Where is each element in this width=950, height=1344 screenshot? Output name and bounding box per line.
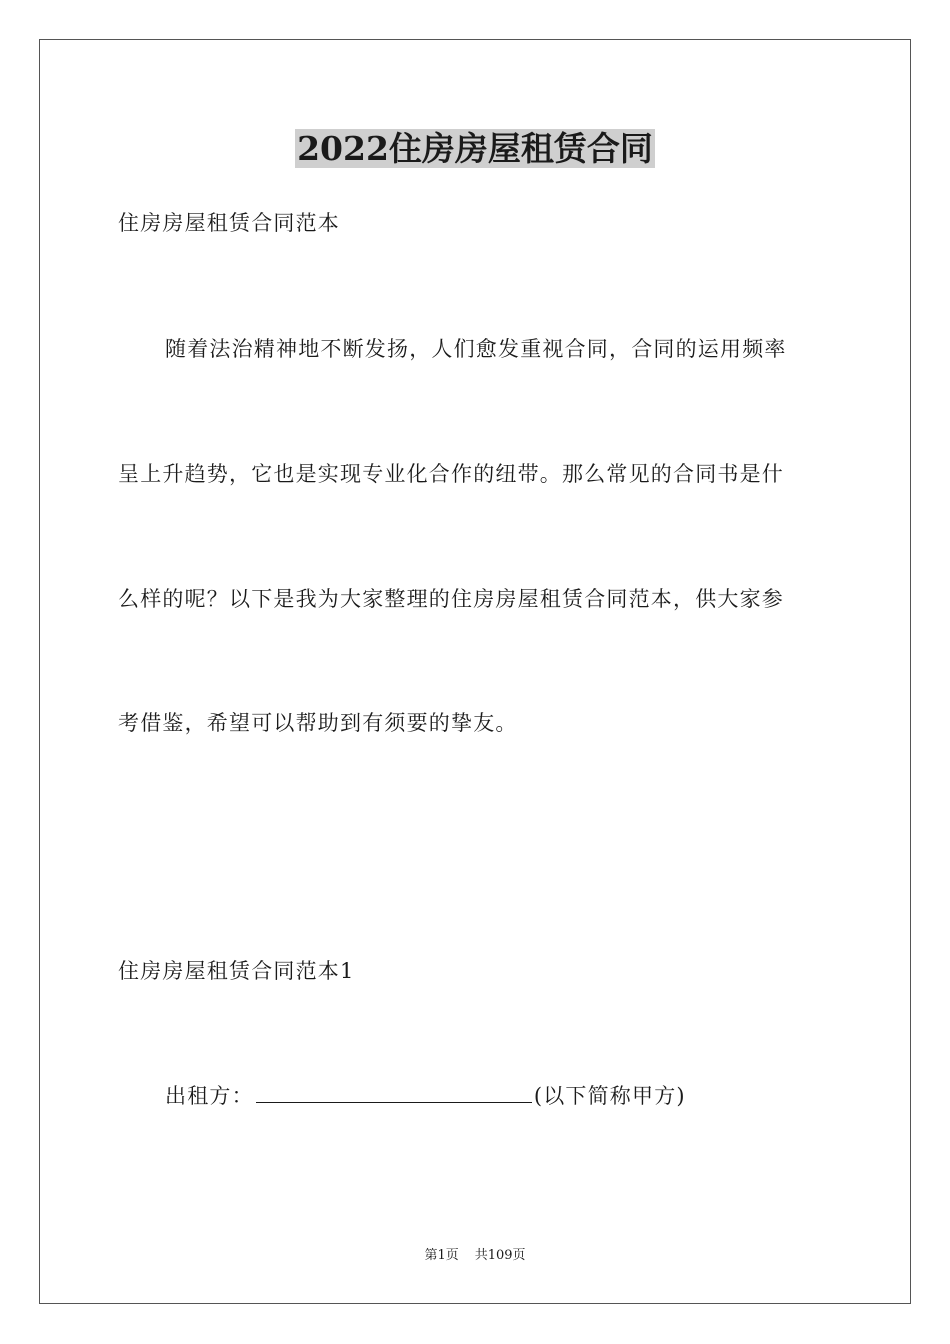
section-heading: 住房房屋租赁合同范本1 xyxy=(118,959,355,983)
paragraph-line-4: 考借鉴，希望可以帮助到有须要的挚友。 xyxy=(118,711,518,735)
lessor-line xyxy=(165,1081,686,1111)
page-current: 第1页 xyxy=(424,1248,459,1263)
lessor-blank-field xyxy=(256,1082,532,1103)
paragraph-line-3: 么样的呢？以下是我为大家整理的住房房屋租赁合同范本，供大家参 xyxy=(118,587,784,611)
paragraph-line-2: 呈上升趋势，它也是实现专业化合作的纽带。那么常见的合同书是什 xyxy=(118,462,784,486)
page-total: 共109页 xyxy=(474,1248,526,1263)
document-subtitle: 住房房屋租赁合同范本 xyxy=(118,211,340,235)
document-title-text: 2022住房房屋租赁合同 xyxy=(297,129,653,168)
document-title xyxy=(0,128,950,170)
page-footer xyxy=(0,1247,950,1265)
paragraph-line-1: 随着法治精神地不断发扬，人们愈发重视合同，合同的运用频率 xyxy=(165,337,787,361)
lessor-label: 出租方： xyxy=(165,1084,254,1108)
lessor-suffix: (以下简称甲方) xyxy=(533,1084,686,1108)
